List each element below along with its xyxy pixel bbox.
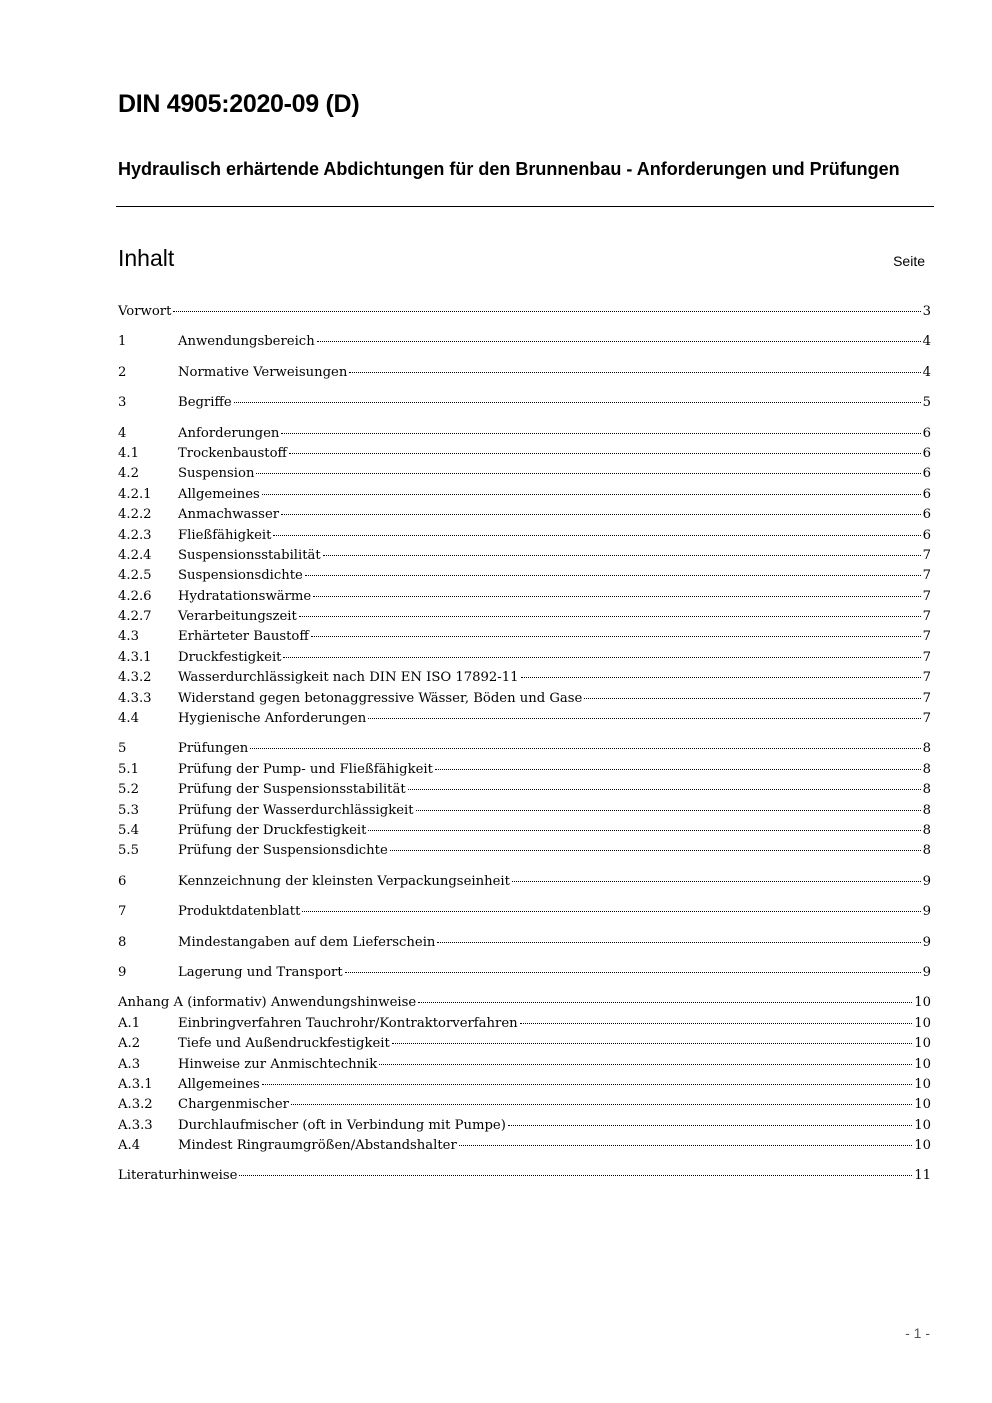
toc-entry-number: 5.1 (118, 761, 139, 777)
title-divider (116, 206, 934, 207)
toc-entry-number: 4.2 (118, 466, 139, 482)
toc-entry[interactable] (118, 587, 931, 607)
toc-entry-title: Verarbeitungszeit (178, 609, 297, 625)
toc-dot-leader (299, 616, 921, 617)
toc-entry[interactable] (118, 566, 931, 586)
toc-entry-title: Anhang A (informativ) Anwendungshinweise (118, 995, 417, 1011)
toc-dot-leader (173, 311, 920, 312)
toc-entry-number: 2 (118, 364, 127, 380)
toc-dot-leader (302, 911, 920, 912)
toc-dot-leader (283, 657, 920, 658)
toc-entry-number: 4.4 (118, 711, 139, 727)
toc-dot-leader (317, 341, 921, 342)
toc-dot-leader (256, 473, 920, 474)
toc-dot-leader (520, 1023, 913, 1024)
toc-entry-number: 5.3 (118, 802, 139, 818)
toc-entry-number: 9 (118, 964, 127, 980)
toc-entry-page: 9 (922, 904, 931, 920)
toc-entry-page: 7 (922, 649, 931, 665)
toc-entry-number: 3 (118, 395, 127, 411)
toc-entry-number: 6 (118, 873, 127, 889)
toc-entry-title: Mindest Ringraumgrößen/Abstandshalter (178, 1138, 457, 1154)
toc-entry-page: 7 (922, 629, 931, 645)
toc-dot-leader (392, 1043, 912, 1044)
toc-entry-page: 8 (922, 782, 931, 798)
toc-dot-leader (281, 433, 920, 434)
toc-dot-leader (262, 494, 921, 495)
toc-entry[interactable] (118, 760, 931, 780)
toc-entry-title: Hydratationswärme (178, 588, 312, 604)
toc-dot-leader (508, 1125, 912, 1126)
toc-entry-page: 8 (922, 741, 931, 757)
toc-entry[interactable] (118, 668, 931, 688)
toc-entry-number: 4.3.2 (118, 670, 152, 686)
toc-entry-number: 4.2.3 (118, 527, 152, 543)
table-of-contents (118, 302, 931, 1187)
toc-entry-page: 8 (922, 761, 931, 777)
toc-entry[interactable] (118, 902, 931, 922)
toc-dot-leader (323, 555, 921, 556)
toc-dot-leader (408, 789, 921, 790)
toc-dot-leader (234, 402, 921, 403)
toc-entry-title: Prüfung der Suspensionsstabilität (178, 782, 406, 798)
toc-entry-title: Prüfung der Druckfestigkeit (178, 822, 367, 838)
toc-dot-leader (416, 810, 921, 811)
toc-entry-page: 7 (922, 690, 931, 706)
toc-entry[interactable] (118, 627, 931, 647)
toc-dot-leader (349, 372, 920, 373)
toc-dot-leader (435, 769, 921, 770)
toc-entry-number: A.3 (118, 1056, 141, 1072)
toc-entry-page: 7 (922, 609, 931, 625)
toc-dot-leader (437, 942, 920, 943)
toc-entry[interactable] (118, 1014, 931, 1034)
toc-entry[interactable] (118, 841, 931, 861)
toc-entry-page: 7 (922, 568, 931, 584)
toc-entry-title: Einbringverfahren Tauchrohr/Kontraktorverfahren (178, 1015, 518, 1031)
toc-entry-title: Tiefe und Außendruckfestigkeit (178, 1036, 390, 1052)
toc-entry[interactable] (118, 444, 931, 464)
toc-entry-page: 10 (914, 1056, 931, 1072)
toc-entry-title: Kennzeichnung der kleinsten Verpackungseinheit (178, 873, 510, 889)
toc-entry-page: 10 (914, 1076, 931, 1092)
toc-entry-title: Anwendungsbereich (178, 334, 315, 350)
toc-entry-title: Prüfung der Wasserdurchlässigkeit (178, 802, 414, 818)
toc-entry[interactable] (118, 485, 931, 505)
toc-dot-leader (379, 1064, 912, 1065)
toc-entry-number: 4.2.5 (118, 568, 152, 584)
toc-entry-page: 10 (914, 1015, 931, 1031)
toc-dot-leader (305, 575, 921, 576)
toc-entry-title: Anforderungen (178, 425, 280, 441)
toc-entry-page: 6 (922, 425, 931, 441)
toc-entry[interactable] (118, 1075, 931, 1095)
toc-entry[interactable] (118, 648, 931, 668)
toc-entry-title: Druckfestigkeit (178, 649, 282, 665)
toc-entry-number: 5 (118, 741, 127, 757)
toc-entry-title: Hinweise zur Anmischtechnik (178, 1056, 378, 1072)
toc-entry-number: 4.1 (118, 445, 139, 461)
toc-entry-title: Prüfungen (178, 741, 249, 757)
toc-dot-leader (390, 850, 921, 851)
toc-entry-page: 7 (922, 547, 931, 563)
toc-entry-title: Durchlaufmischer (oft in Verbindung mit Pumpe) (178, 1117, 506, 1133)
toc-dot-leader (345, 972, 921, 973)
toc-dot-leader (311, 636, 921, 637)
toc-entry[interactable] (118, 393, 931, 413)
toc-entry-number: 5.5 (118, 843, 139, 859)
toc-entry-number: A.3.3 (118, 1117, 153, 1133)
toc-entry-title: Normative Verweisungen (178, 364, 348, 380)
toc-entry-title: Chargenmischer (178, 1097, 289, 1113)
toc-entry-number: A.2 (118, 1036, 141, 1052)
toc-entry-number: 1 (118, 334, 127, 350)
toc-entry-page: 10 (914, 995, 931, 1011)
toc-entry-title: Widerstand gegen betonaggressive Wässer, Böden und Gase (178, 690, 583, 706)
document-title: Hydraulisch erhärtende Abdichtungen für den Brunnenbau - Anforderungen und Prüfungen (118, 159, 900, 179)
toc-dot-leader (289, 453, 921, 454)
toc-entry-page: 4 (922, 334, 931, 350)
toc-entry[interactable] (118, 1034, 931, 1054)
toc-entry-title: Produktdatenblatt (178, 904, 301, 920)
toc-entry-page: 3 (922, 304, 931, 319)
toc-dot-leader (459, 1145, 912, 1146)
toc-dot-leader (250, 748, 920, 749)
toc-entry-title: Lagerung und Transport (178, 964, 343, 980)
toc-entry[interactable] (118, 709, 931, 729)
toc-entry[interactable] (118, 1055, 931, 1075)
toc-entry[interactable] (118, 1116, 931, 1136)
toc-entry-page: 10 (914, 1117, 931, 1133)
toc-entry-title: Trockenbaustoff (178, 445, 287, 461)
toc-entry-title: Prüfung der Suspensionsdichte (178, 843, 388, 859)
toc-entry[interactable] (118, 546, 931, 566)
toc-entry-title: Suspension (178, 466, 255, 482)
toc-entry[interactable] (118, 801, 931, 821)
toc-entry[interactable] (118, 302, 931, 322)
toc-dot-leader (273, 535, 920, 536)
toc-entry-title: Allgemeines (178, 486, 260, 502)
toc-entry-page: 6 (922, 527, 931, 543)
toc-entry-number: A.4 (118, 1138, 141, 1154)
toc-entry-page: 6 (922, 507, 931, 523)
toc-entry[interactable] (118, 424, 931, 444)
toc-entry-page: 8 (922, 802, 931, 818)
toc-entry[interactable] (118, 933, 931, 953)
toc-entry-title: Prüfung der Pump- und Fließfähigkeit (178, 761, 433, 777)
toc-dot-leader (521, 677, 921, 678)
toc-dot-leader (368, 718, 920, 719)
document-id: DIN 4905:2020-09 (D) (118, 90, 360, 118)
toc-entry[interactable] (118, 780, 931, 800)
toc-entry-number: 5.2 (118, 782, 139, 798)
toc-entry[interactable] (118, 526, 931, 546)
toc-dot-leader (313, 596, 920, 597)
toc-entry-title: Allgemeines (178, 1076, 260, 1092)
toc-entry[interactable] (118, 993, 931, 1013)
toc-entry-number: 4.3.3 (118, 690, 152, 706)
toc-entry-number: 4.3 (118, 629, 139, 645)
toc-entry-page: 6 (922, 466, 931, 482)
toc-entry[interactable] (118, 821, 931, 841)
toc-entry-title: Vorwort (118, 304, 172, 319)
toc-entry-number: 4.3.1 (118, 649, 152, 665)
toc-entry-page: 10 (914, 1138, 931, 1154)
toc-entry-number: 5.4 (118, 822, 139, 838)
page-column-label: Seite (893, 253, 925, 269)
toc-entry-title: Mindestangaben auf dem Lieferschein (178, 934, 436, 950)
toc-entry-page: 10 (914, 1097, 931, 1113)
toc-dot-leader (281, 514, 921, 515)
toc-dot-leader (584, 698, 920, 699)
toc-entry-page: 7 (922, 711, 931, 727)
toc-entry-page: 7 (922, 588, 931, 604)
toc-entry-page: 10 (914, 1036, 931, 1052)
toc-entry-number: 7 (118, 904, 127, 920)
toc-entry-page: 4 (922, 364, 931, 380)
toc-entry[interactable] (118, 872, 931, 892)
toc-heading: Inhalt (118, 245, 175, 271)
toc-entry-page: 7 (922, 670, 931, 686)
page-number: - 1 - (905, 1325, 930, 1341)
toc-entry-page: 5 (922, 395, 931, 411)
toc-entry[interactable] (118, 1095, 931, 1115)
toc-entry-page: 8 (922, 822, 931, 838)
toc-entry-number: 4.2.6 (118, 588, 152, 604)
toc-entry-page: 9 (922, 934, 931, 950)
toc-entry-number: 4.2.4 (118, 547, 152, 563)
toc-entry[interactable] (118, 1136, 931, 1156)
toc-entry-number: 4.2.2 (118, 507, 152, 523)
toc-dot-leader (262, 1084, 912, 1085)
toc-dot-leader (512, 881, 921, 882)
toc-entry-page: 6 (922, 486, 931, 502)
toc-entry-number: 4 (118, 425, 127, 441)
toc-dot-leader (291, 1104, 912, 1105)
toc-entry[interactable] (118, 363, 931, 383)
toc-entry-page: 6 (922, 445, 931, 461)
toc-entry-page: 9 (922, 964, 931, 980)
toc-dot-leader (418, 1002, 912, 1003)
toc-entry-title: Wasserdurchlässigkeit nach DIN EN ISO 17892-11 (178, 670, 519, 686)
toc-entry-page: 8 (922, 843, 931, 859)
toc-entry-number: A.3.2 (118, 1097, 153, 1113)
toc-entry[interactable] (118, 739, 931, 759)
toc-entry[interactable] (118, 1166, 931, 1186)
toc-entry-number: 4.2.7 (118, 609, 152, 625)
toc-entry-title: Anmachwasser (178, 507, 280, 523)
toc-entry[interactable] (118, 607, 931, 627)
toc-entry-title: Literaturhinweise (118, 1168, 238, 1184)
toc-entry-page: 11 (914, 1168, 931, 1184)
toc-entry[interactable] (118, 464, 931, 484)
toc-entry-title: Suspensionsstabilität (178, 547, 321, 563)
toc-entry-number: A.1 (118, 1015, 141, 1031)
toc-entry-page: 9 (922, 873, 931, 889)
toc-dot-leader (368, 830, 920, 831)
toc-entry-title: Suspensionsdichte (178, 568, 303, 584)
toc-entry-number: A.3.1 (118, 1076, 153, 1092)
toc-entry-title: Begriffe (178, 395, 232, 411)
toc-entry-title: Fließfähigkeit (178, 527, 272, 543)
toc-entry-title: Erhärteter Baustoff (178, 629, 309, 645)
toc-entry-title: Hygienische Anforderungen (178, 711, 367, 727)
toc-entry[interactable] (118, 689, 931, 709)
toc-entry[interactable] (118, 505, 931, 525)
toc-entry[interactable] (118, 332, 931, 352)
toc-dot-leader (239, 1175, 912, 1176)
toc-entry[interactable] (118, 963, 931, 983)
toc-entry-number: 8 (118, 934, 127, 950)
toc-entry-number: 4.2.1 (118, 486, 152, 502)
